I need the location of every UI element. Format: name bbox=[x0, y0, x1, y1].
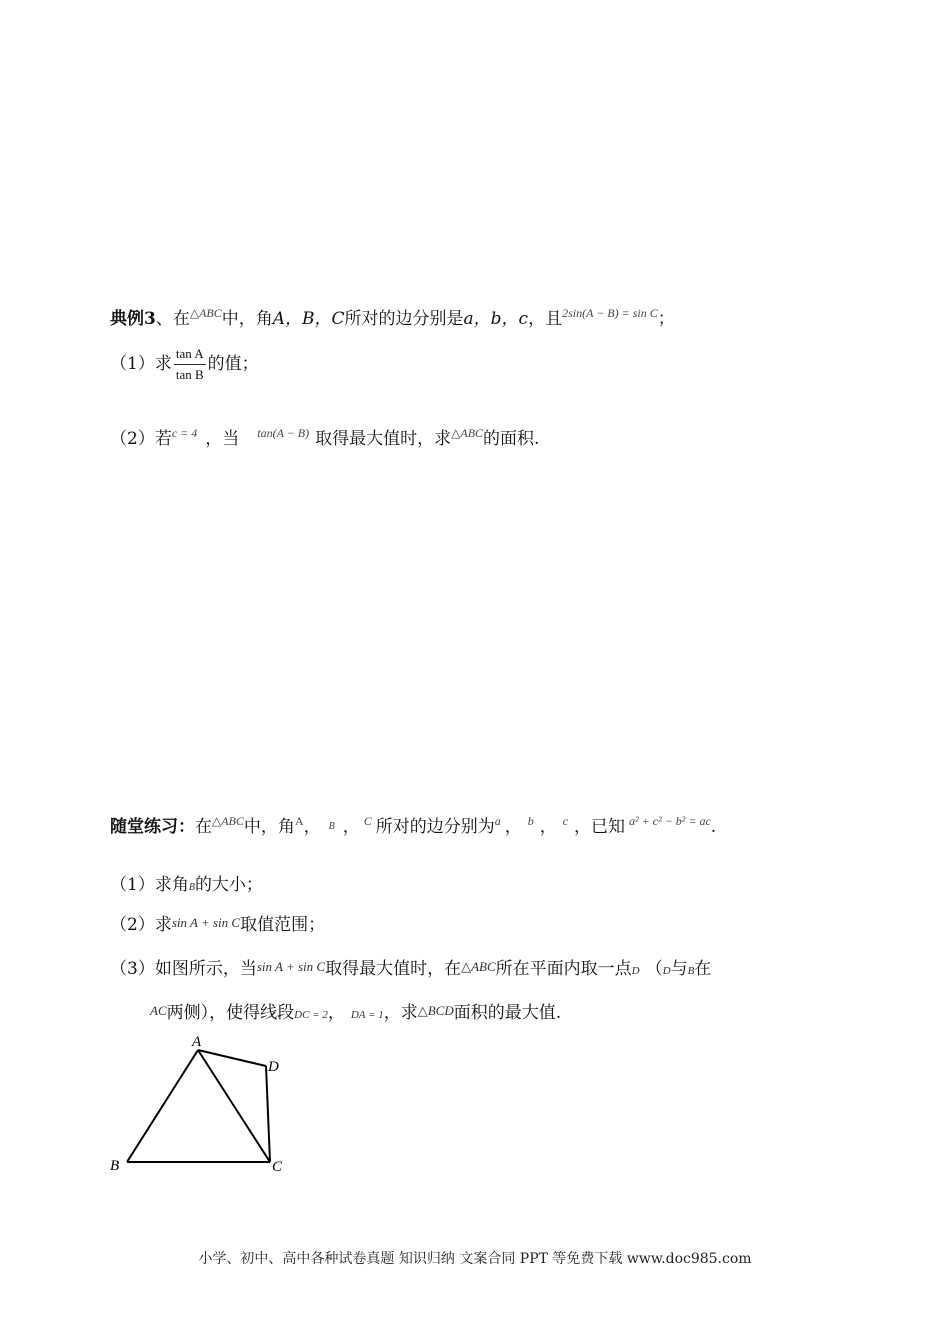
question-number: （1）求 bbox=[110, 354, 172, 374]
text-segment: 在 bbox=[195, 817, 212, 837]
text-segment: ，当 bbox=[205, 429, 240, 449]
text-segment: 、在 bbox=[155, 309, 190, 329]
example3-label: 典例3 bbox=[110, 309, 156, 329]
text-segment: 取值范围； bbox=[240, 915, 326, 935]
fraction-numerator: tan A bbox=[174, 346, 206, 365]
text-segment: . bbox=[710, 817, 717, 837]
text-segment: ， bbox=[303, 817, 321, 837]
condition-formula: a² + c² − b² = ac bbox=[629, 814, 711, 828]
example3-question-1 bbox=[110, 346, 259, 383]
sin-expression: sin A + sin C bbox=[171, 915, 241, 930]
practice-statement bbox=[110, 812, 716, 837]
triangle-figure bbox=[100, 1030, 320, 1180]
c-value: c = 4 bbox=[171, 426, 198, 440]
question-number: （2）若 bbox=[110, 429, 172, 449]
triangle-abc: △ABC bbox=[189, 306, 222, 320]
text-segment: ，已知 bbox=[574, 817, 626, 837]
condition-formula: 2sin(A − B) = sin C bbox=[562, 306, 658, 320]
text-segment: ， bbox=[504, 817, 522, 837]
text-segment: ，求 bbox=[383, 1003, 418, 1023]
text-segment: 中，角 bbox=[221, 309, 273, 329]
label-c: C bbox=[272, 1159, 283, 1175]
practice-label: 随堂练习： bbox=[110, 817, 195, 837]
angles-abc: A，B，C bbox=[272, 309, 345, 329]
text-segment: 在 bbox=[694, 959, 712, 979]
question-number: （1）求角 bbox=[110, 875, 189, 895]
triangle-bcd: △BCD bbox=[417, 1003, 454, 1018]
tan-expression: tan(A − B) bbox=[257, 426, 310, 440]
segment-ad bbox=[198, 1050, 266, 1066]
text-segment: ， bbox=[539, 817, 557, 837]
text-segment: 所对的边分别为 bbox=[375, 817, 495, 837]
practice-question-3-line-1 bbox=[110, 954, 711, 979]
segment-ab bbox=[127, 1050, 198, 1162]
point-d: D bbox=[631, 965, 640, 977]
sides-abc: a，b，c bbox=[463, 309, 529, 329]
segment-dc bbox=[266, 1066, 270, 1162]
practice-question-2 bbox=[110, 910, 325, 935]
text-segment: ， bbox=[327, 1003, 345, 1023]
label-b: B bbox=[110, 1158, 120, 1174]
text-segment: （ bbox=[645, 959, 663, 979]
side-a: a bbox=[494, 814, 501, 828]
text-segment: 的值； bbox=[207, 354, 259, 374]
da-value: DA = 1 bbox=[350, 1009, 384, 1021]
triangle-abc: △ABC bbox=[212, 814, 244, 828]
triangle-abc: △ABC bbox=[461, 959, 496, 974]
dc-value: DC = 2 bbox=[294, 1009, 328, 1021]
text-segment: 与 bbox=[670, 959, 688, 979]
question-number: （3）如图所示，当 bbox=[110, 959, 257, 979]
point-b: B bbox=[687, 965, 695, 977]
side-c: c bbox=[562, 814, 569, 828]
fraction-denominator: tan B bbox=[175, 367, 204, 382]
fraction-tan bbox=[174, 346, 206, 383]
page-footer: 小学、初中、高中各种试卷真题 知识归纳 文案合同 PPT 等免费下载 www.doc985.com bbox=[198, 1251, 752, 1267]
example3-statement bbox=[110, 304, 675, 329]
example3-question-2 bbox=[110, 424, 539, 449]
angle-b: B bbox=[188, 882, 195, 893]
practice-question-3-line-2 bbox=[150, 998, 561, 1023]
point-d: D bbox=[662, 965, 671, 977]
triangle-abc: △ABC bbox=[451, 426, 484, 440]
side-b: b bbox=[527, 814, 534, 828]
figure-lines bbox=[127, 1050, 270, 1162]
angle-a: A bbox=[294, 814, 304, 828]
text-segment: 中，角 bbox=[243, 817, 295, 837]
text-segment: 所对的边分别是 bbox=[344, 309, 464, 329]
text-segment: 的大小； bbox=[194, 875, 263, 895]
label-d: D bbox=[268, 1059, 279, 1075]
segment-ac: AC bbox=[150, 1003, 167, 1018]
text-segment: 取得最大值时，在 bbox=[325, 959, 462, 979]
text-segment: 面积的最大值. bbox=[453, 1003, 562, 1023]
practice-question-1 bbox=[110, 870, 263, 895]
text-segment: ，且 bbox=[528, 309, 563, 329]
angle-c: C bbox=[363, 814, 372, 828]
text-segment: 取得最大值时，求 bbox=[315, 429, 452, 449]
text-segment: ， bbox=[342, 817, 360, 837]
segment-ac bbox=[198, 1050, 270, 1162]
angle-b: B bbox=[328, 821, 335, 832]
question-number: （2）求 bbox=[110, 915, 172, 935]
text-segment: 的面积. bbox=[483, 429, 540, 449]
label-a: A bbox=[192, 1034, 202, 1050]
sin-expression: sin A + sin C bbox=[256, 959, 326, 974]
text-segment: 两侧），使得线段 bbox=[166, 1003, 295, 1023]
text-segment: 所在平面内取一点 bbox=[495, 959, 632, 979]
text-segment: ； bbox=[657, 309, 675, 329]
